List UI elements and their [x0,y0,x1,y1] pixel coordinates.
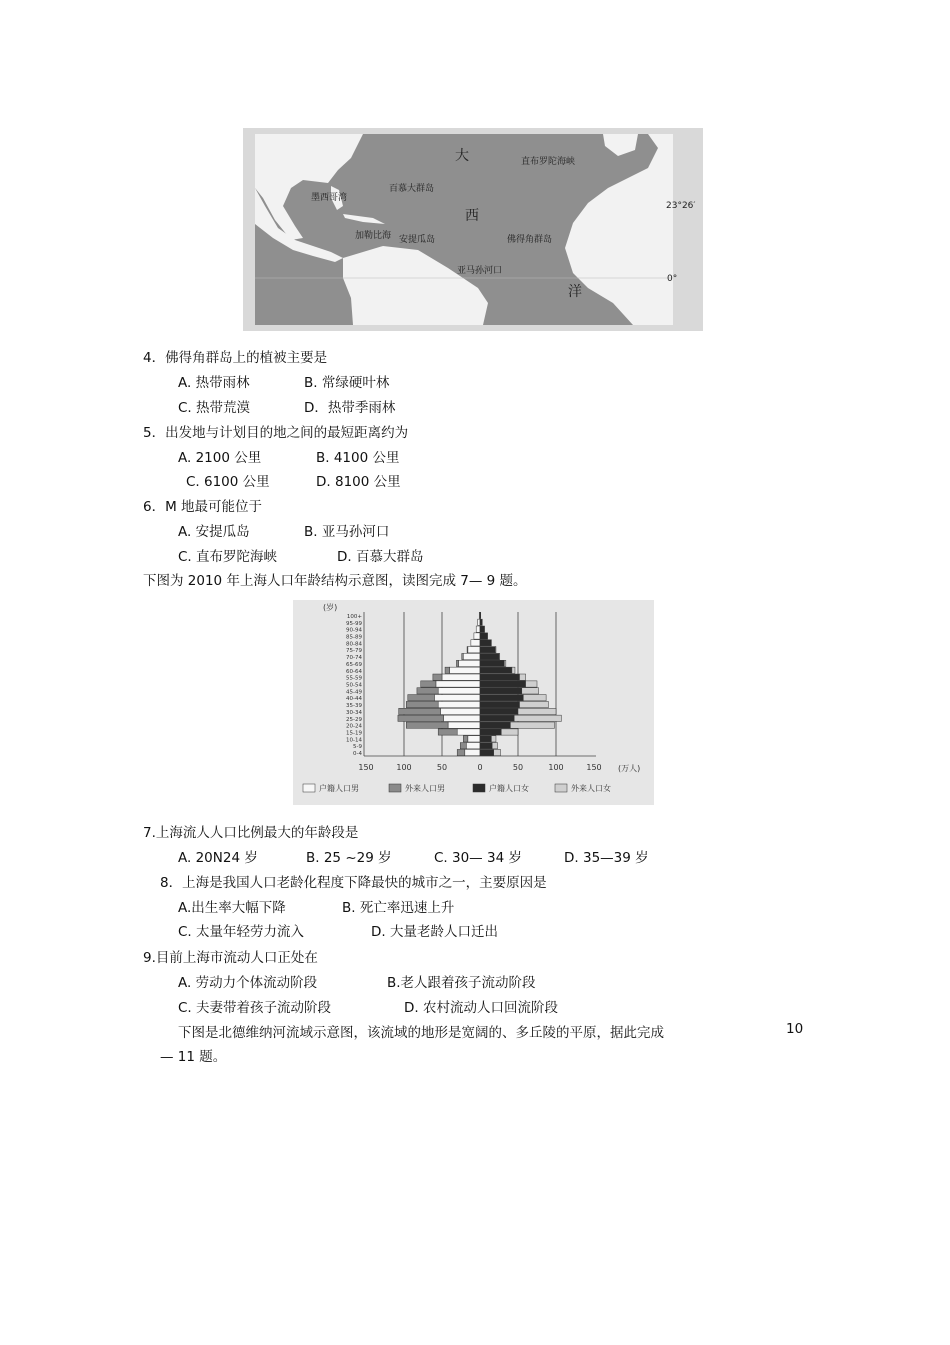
bar-hukou-female [480,729,501,735]
bar-hukou-female [480,647,495,653]
bar-migrant-male [399,708,441,714]
q4-option-c: C. 热带荒漠 [178,400,251,416]
bar-hukou-female [480,626,485,632]
bar-hukou-female [480,736,491,742]
q4-stem: 4．佛得角群岛上的植被主要是 [143,350,328,366]
x-tick-label: 150 [358,763,374,772]
q5-option-b: B. 4100 公里 [316,450,400,466]
bar-hukou-female [480,749,494,755]
map-label-lat-equator: 0° [667,274,678,284]
q7-option-b: B. 25 ~29 岁 [306,850,392,866]
bar-migrant-female [512,667,515,673]
y-tick-label: 25-29 [346,716,362,723]
bar-migrant-male [406,722,448,728]
bar-migrant-female [491,736,496,742]
intro-river: 下图是北德维纳河流域示意图，该流域的地形是宽阔的、多丘陵的平原，据此完成 [178,1025,664,1041]
bar-hukou-male [466,743,480,749]
legend-swatch [555,784,567,792]
bar-migrant-female [501,729,518,735]
q6-option-b: B. 亚马孙河口 [304,524,390,540]
q9-stem: 9.目前上海市流动人口正处在 [143,950,318,966]
bar-hukou-male [442,674,480,680]
bar-migrant-female [510,722,554,728]
x-tick-label: 50 [436,763,448,772]
q8-option-b: B. 死亡率迅速上升 [342,900,455,916]
q8-option-c: C. 太量年轻劳力流入 [178,924,305,940]
y-tick-label: 65-69 [346,661,362,668]
bar-migrant-male [408,695,435,701]
bar-migrant-female [495,647,496,653]
legend-swatch [303,784,315,792]
bar-hukou-male [468,736,480,742]
bar-migrant-male [460,743,466,749]
y-tick-label: 40-44 [346,696,362,703]
y-tick-label: 95-99 [346,620,362,627]
q4-option-b: B. 常绿硬叶林 [304,375,390,391]
population-pyramid-chart [293,600,654,805]
legend-swatch [389,784,401,792]
bar-hukou-male [436,681,480,687]
bar-migrant-female [523,695,546,701]
bar-hukou-male [474,633,480,639]
bar-hukou-female [480,653,499,659]
intro-river-num: 10 [786,1021,804,1037]
q5-option-c: C. 6100 公里 [186,474,270,490]
bar-migrant-male [456,660,458,666]
bar-hukou-male [438,701,480,707]
map-label-cape-verde: 佛得角群岛 [507,235,553,245]
bar-migrant-female [504,660,506,666]
y-tick-label: 55-59 [346,675,362,682]
bar-migrant-female [494,749,501,755]
bar-hukou-female [480,667,512,673]
bar-hukou-female [480,640,491,646]
y-tick-label: 20-24 [346,723,362,730]
q7-option-c: C. 30— 34 岁 [434,850,522,866]
bar-hukou-male [459,660,480,666]
y-tick-label: 100+ [346,613,362,620]
y-tick-label: 80-84 [346,641,362,648]
q4-option-d: D．热带季雨林 [304,400,396,416]
y-tick-label: 70-74 [346,655,362,662]
bar-hukou-male [434,695,480,701]
bar-migrant-female [526,681,537,687]
y-tick-label: 45-49 [346,689,362,696]
q8-option-a: A.出生率大幅下降 [178,900,286,916]
q9-option-d: D. 农村流动人口回流阶段 [404,1000,558,1016]
bar-migrant-female [499,653,500,659]
bar-hukou-male [444,715,480,721]
map-label-amazon: 亚马孙河口 [457,266,503,276]
bar-hukou-female [480,612,481,618]
map-label-mexico-gulf: 墨西哥湾 [311,193,348,203]
bar-migrant-male [406,701,438,707]
bar-migrant-male [463,736,468,742]
bar-hukou-female [480,619,482,625]
bar-hukou-male [465,749,480,755]
bar-hukou-male [478,619,480,625]
y-tick-label: 75-79 [346,648,362,655]
bar-migrant-male [462,653,464,659]
q7-option-a: A. 20N24 岁 [178,850,258,866]
x-tick-label: 100 [548,763,564,772]
y-tick-label: 50-54 [346,682,362,689]
map-label-lat-tropic: 23°26′ [666,201,696,211]
legend-label: 户籍人口男 [319,784,359,793]
bar-migrant-male [398,715,444,721]
map-label-xi: 西 [465,208,479,224]
bar-migrant-male [433,674,442,680]
x-tick-label: 50 [512,763,524,772]
bar-migrant-male [457,749,465,755]
q6-option-d: D. 百慕大群岛 [337,549,424,565]
y-tick-label: 15-19 [346,730,362,737]
y-tick-label: 90-94 [346,627,362,634]
x-tick-label: 0 [477,763,483,772]
bar-hukou-male [476,626,480,632]
q9-option-b: B.老人跟着孩子流动阶段 [387,975,536,991]
y-tick-label: 5-9 [353,744,362,751]
bar-migrant-female [518,708,556,714]
x-tick-label: 100 [396,763,412,772]
q8-stem: 8．上海是我国人口老龄化程度下降最快的城市之一，主要原因是 [160,875,547,891]
y-tick-label: 60-64 [346,668,362,675]
y-unit: (岁) [323,603,338,612]
bar-migrant-male [417,688,438,694]
y-tick-label: 35-39 [346,703,362,710]
intro-pyramid: 下图为 2010 年上海人口年龄结构示意图，读图完成 7— 9 题。 [143,573,527,589]
q5-option-a: A. 2100 公里 [178,450,262,466]
bar-migrant-male [445,667,450,673]
map-label-caribbean: 加勒比海 [355,231,392,241]
q5-stem: 5．出发地与计划目的地之间的最短距离约为 [143,425,409,441]
x-tick-label: 150 [586,763,602,772]
bar-hukou-female [480,688,522,694]
y-tick-label: 85-89 [346,634,362,641]
q9-option-a: A. 劳动力个体流动阶段 [178,975,318,991]
bar-migrant-male [467,647,468,653]
bar-migrant-female [520,674,526,680]
atlantic-map [243,128,703,331]
bar-hukou-female [480,695,523,701]
map-label-da: 大 [455,148,469,164]
bar-hukou-female [480,681,526,687]
bar-migrant-male [438,729,457,735]
legend-label: 户籍人口女 [489,784,529,793]
legend-label: 外来人口女 [571,784,611,793]
q9-option-c: C. 夫妻带着孩子流动阶段 [178,1000,332,1016]
bar-hukou-male [471,640,480,646]
bar-migrant-female [522,688,539,694]
q7-stem: 7.上海流人人口比例最大的年龄段是 [143,825,359,841]
q6-option-c: C. 直布罗陀海峡 [178,549,278,565]
bar-migrant-male [421,681,436,687]
bar-hukou-male [440,708,480,714]
bar-hukou-male [457,729,480,735]
bar-hukou-male [438,688,480,694]
bar-hukou-female [480,743,492,749]
q4-option-a: A. 热带雨林 [178,375,250,391]
map-label-gibraltar: 直布罗陀海峡 [521,157,576,167]
bar-hukou-female [480,715,514,721]
bar-hukou-female [480,708,518,714]
q8-option-d: D. 大量老龄人口迁出 [371,924,498,940]
intro-river-cont: — 11 题。 [160,1049,227,1065]
q5-option-d: D. 8100 公里 [316,474,401,490]
map-label-yang: 洋 [568,284,582,300]
bar-migrant-female [520,701,549,707]
bar-hukou-male [448,722,480,728]
x-unit: (万人) [618,764,641,773]
bar-hukou-male [463,653,480,659]
bar-hukou-female [480,722,510,728]
legend-label: 外来人口男 [405,784,445,793]
bar-hukou-male [450,667,480,673]
y-tick-label: 0-4 [353,751,362,758]
q7-option-d: D. 35—39 岁 [564,850,649,866]
bar-migrant-female [492,743,497,749]
map-label-antigua: 安提瓜岛 [399,235,436,245]
bar-hukou-male [468,647,480,653]
y-tick-label: 30-34 [346,709,362,716]
map-label-bermuda: 百慕大群岛 [389,184,435,194]
bar-hukou-female [480,633,488,639]
bar-hukou-female [480,674,520,680]
q6-option-a: A. 安提瓜岛 [178,524,250,540]
bar-hukou-female [480,701,520,707]
legend-swatch [473,784,485,792]
y-tick-label: 10-14 [346,737,362,744]
q6-stem: 6．M 地最可能位于 [143,499,263,515]
bar-migrant-female [514,715,561,721]
bar-hukou-female [480,660,504,666]
